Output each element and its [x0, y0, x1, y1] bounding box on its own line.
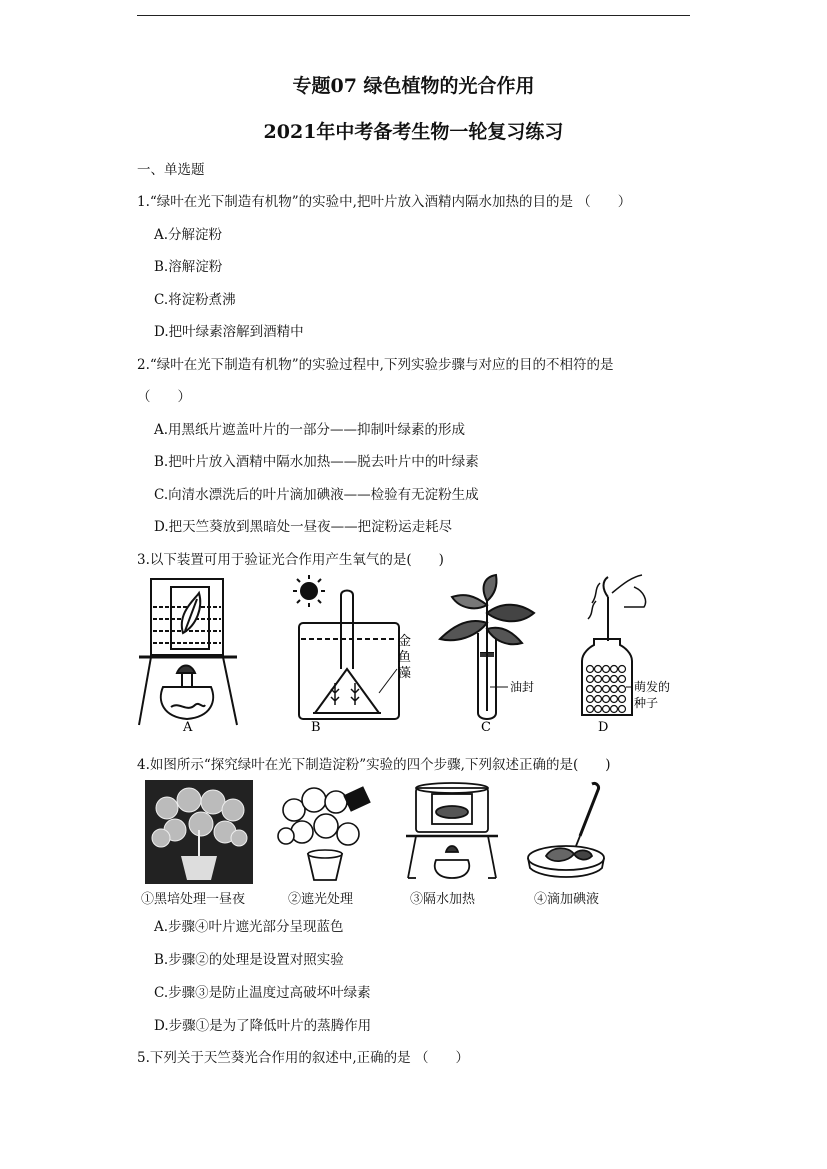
question-4-stem: 4.如图所示“探究绿叶在光下制造淀粉”实验的四个步骤,下列叙述正确的是( ) — [137, 757, 611, 773]
question-1-stem: 1.“绿叶在光下制造有机物”的实验中,把叶片放入酒精内隔水加热的目的是 （ ） — [137, 194, 632, 210]
question-2-stem: 2.“绿叶在光下制造有机物”的实验过程中,下列实验步骤与对应的目的不相符的是 — [137, 357, 614, 373]
page-subtitle: 2021年中考备考生物一轮复习练习 — [263, 121, 564, 143]
figure-3c-plant-tube — [430, 573, 560, 733]
figure-3b-funnel-setup — [285, 573, 445, 733]
figure-3b-label-yu: 鱼 — [398, 650, 412, 665]
figure-3d-label: D — [598, 720, 609, 733]
figure-4-step1-dark-plant — [145, 780, 253, 884]
header-rule — [137, 15, 690, 16]
question-2-option-c: C.向清水漂洗后的叶片滴加碘液——检验有无淀粉生成 — [154, 487, 479, 503]
figure-3c-label: C — [481, 720, 491, 733]
figure-4-step3-water-bath — [402, 780, 502, 884]
question-2-option-a: A.用黑纸片遮盖叶片的一部分——抑制叶绿素的形成 — [154, 422, 466, 438]
figure-3b-label-jin: 金 — [398, 634, 412, 649]
question-1-option-b: B.溶解淀粉 — [154, 259, 223, 275]
question-5-stem: 5.下列关于天竺葵光合作用的叙述中,正确的是 （ ） — [137, 1050, 469, 1066]
figure-4-caption-3: ③隔水加热 — [410, 892, 476, 907]
question-4-option-a: A.步骤④叶片遮光部分呈现蓝色 — [154, 919, 344, 935]
question-2-option-b: B.把叶片放入酒精中隔水加热——脱去叶片中的叶绿素 — [154, 454, 479, 470]
sun-icon — [293, 575, 325, 607]
figure-3d-label-line1: 萌发的 — [634, 680, 671, 694]
page-title: 专题07 绿色植物的光合作用 — [292, 75, 535, 97]
figure-4-step4-iodine — [522, 780, 622, 884]
figure-3b-label: B — [311, 720, 321, 733]
question-4-option-c: C.步骤③是防止温度过高破坏叶绿素 — [154, 985, 371, 1001]
question-1-option-c: C.将淀粉煮沸 — [154, 292, 236, 308]
figure-3d-label-line2: 种子 — [634, 696, 659, 710]
figure-4-caption-1: ①黑培处理一昼夜 — [141, 892, 246, 907]
figure-3a-water-bath — [137, 573, 247, 733]
question-3-stem: 3.以下装置可用于验证光合作用产生氧气的是( ) — [137, 552, 444, 568]
figure-3c-oil-label: 油封 — [510, 680, 535, 694]
question-1-option-d: D.把叶绿素溶解到酒精中 — [154, 324, 304, 340]
figure-4-caption-2: ②遮光处理 — [288, 892, 354, 907]
question-2-option-d: D.把天竺葵放到黑暗处一昼夜——把淀粉运走耗尽 — [154, 519, 453, 535]
figure-4-step2-shading — [272, 780, 382, 884]
section-heading: 一、单选题 — [137, 162, 205, 178]
figure-3a-label: A — [183, 720, 193, 733]
question-4-option-b: B.步骤②的处理是设置对照实验 — [154, 952, 344, 968]
figure-3b-label-zao: 藻 — [398, 666, 412, 681]
figure-4-caption-4: ④滴加碘液 — [534, 892, 600, 907]
question-4-option-d: D.步骤①是为了降低叶片的蒸腾作用 — [154, 1018, 372, 1034]
figure-3d-seed-jar — [568, 573, 688, 733]
question-2-stem-cont: （ ） — [137, 389, 191, 405]
question-1-option-a: A.分解淀粉 — [154, 227, 223, 243]
